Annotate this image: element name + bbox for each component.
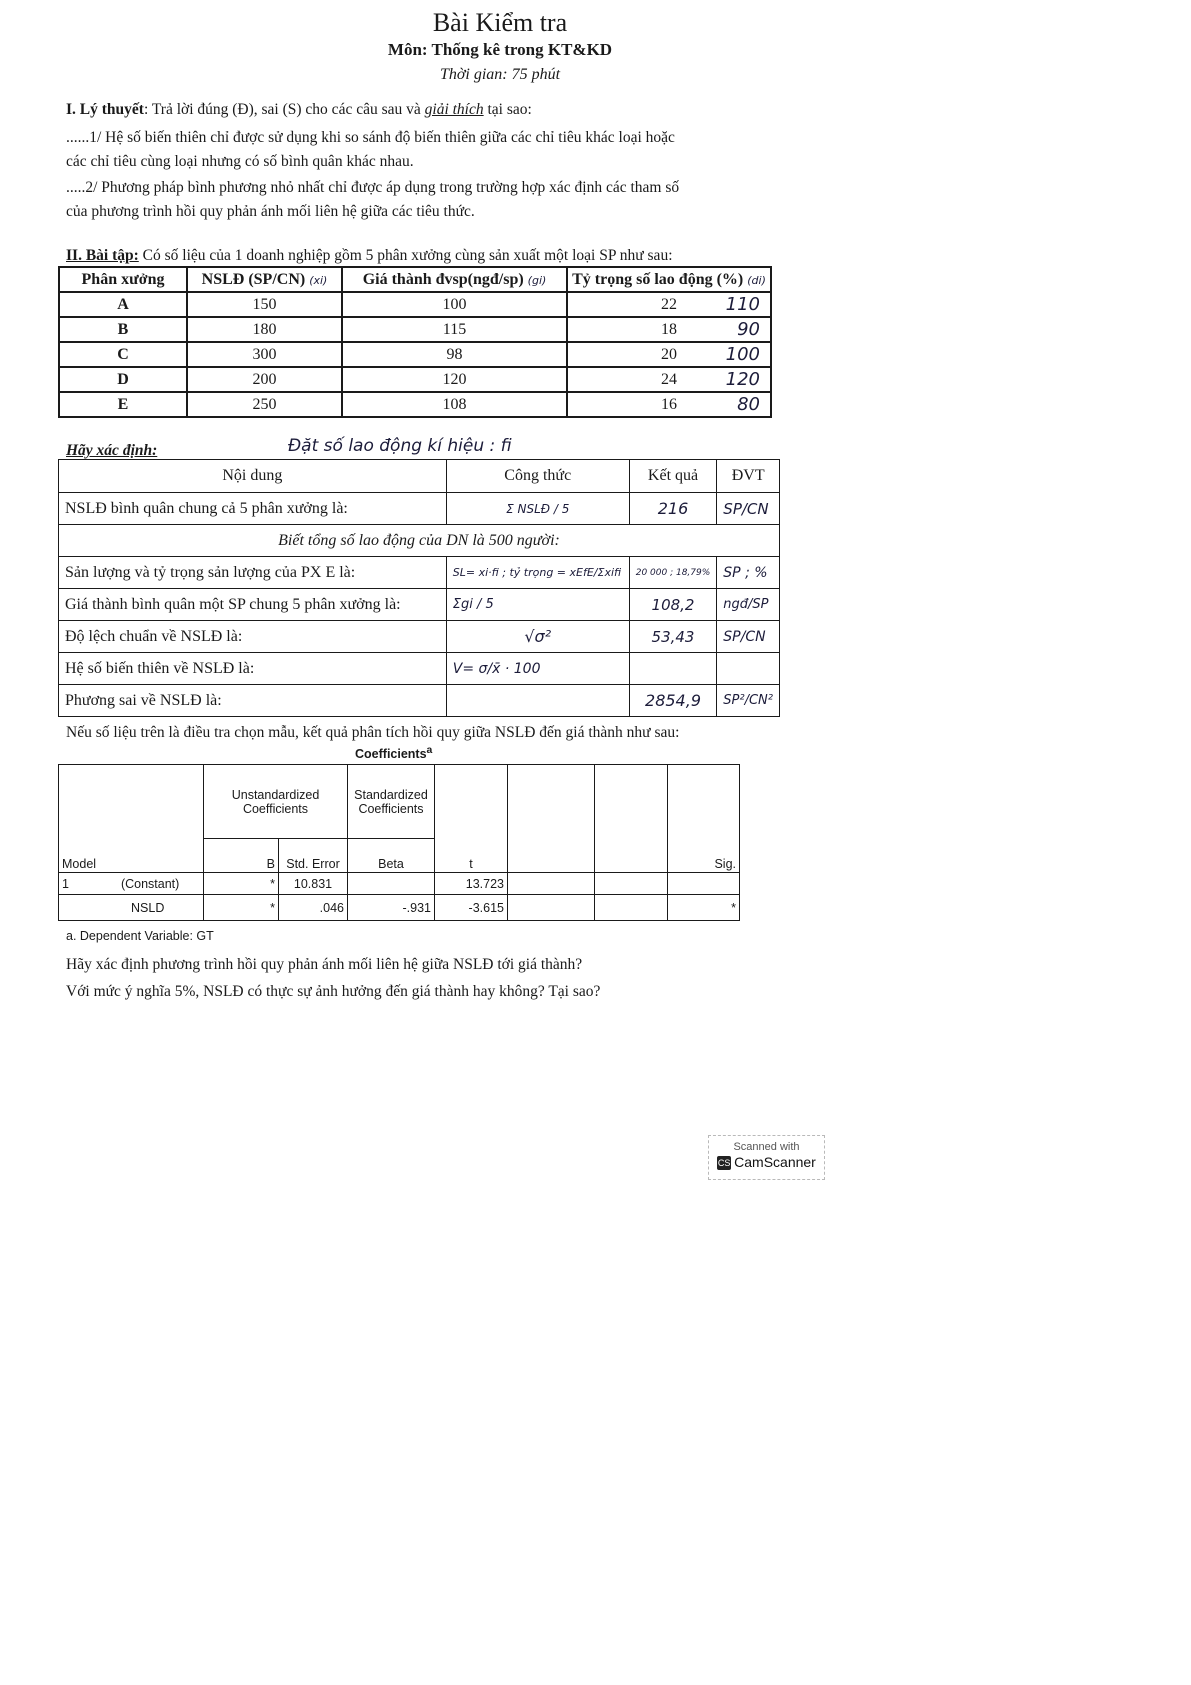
cell-content: NSLĐ bình quân chung cả 5 phân xưởng là: — [59, 493, 447, 525]
cell-result: 20 000 ; 18,79% — [629, 557, 717, 589]
table-row — [59, 653, 780, 685]
cell-nsld: 200 — [187, 367, 342, 392]
exercise-text: Có số liệu của 1 doanh nghiệp gồm 5 phân xưởng cùng sản xuất một loại SP như sau: — [138, 247, 673, 264]
regression-question-2: Với mức ý nghĩa 5%, NSLĐ có thực sự ảnh hưởng đến giá thành hay không? Tại sao? — [66, 983, 601, 1000]
question-2-line-2: của phương trình hồi quy phản ánh mối liên hệ giữa các tiêu thức. — [66, 203, 475, 220]
cell-beta — [348, 873, 435, 895]
note-di: (di) — [747, 273, 766, 287]
table-row — [59, 589, 780, 621]
cell-formula: SL= xi·fi ; tỷ trọng = xEfE/Σxifi — [446, 557, 629, 589]
theory-instruction-post: tại sao: — [483, 101, 532, 118]
note-xi: (xi) — [309, 273, 328, 287]
col-header-noi-dung: Nội dung — [59, 460, 447, 493]
cell-blank — [508, 895, 595, 921]
cell-result: 108,2 — [629, 589, 717, 621]
cell-ty-trong: 16 80 — [567, 392, 771, 417]
cell-gia: 120 — [342, 367, 567, 392]
col-header-blank — [508, 765, 595, 873]
cell-content: Giá thành bình quân một SP chung 5 phân xưởng là: — [59, 589, 447, 621]
cell-nsld: 300 — [187, 342, 342, 367]
camscanner-badge — [708, 1135, 825, 1180]
time-line: Thời gian: 75 phút — [439, 66, 561, 83]
col-header-model: Model — [59, 765, 204, 873]
cell-beta: -.931 — [348, 895, 435, 921]
cell-unit: ngđ/SP — [717, 589, 780, 621]
cell-gia: 98 — [342, 342, 567, 367]
badge-brand: CamScanner — [734, 1154, 816, 1170]
exercise-heading — [66, 246, 673, 266]
col-header-standardized: Standardized Coefficients — [348, 765, 435, 839]
cell-unit: SP/CN — [717, 621, 780, 653]
badge-bottom — [709, 1154, 824, 1170]
cell-content: Độ lệch chuẩn về NSLĐ là: — [59, 621, 447, 653]
table-row — [59, 292, 771, 317]
question-2-line-1: .....2/ Phương pháp bình phương nhỏ nhất chỉ được áp dụng trong trường hợp xác định các tham số — [66, 179, 680, 196]
camscanner-logo-icon: CS — [717, 1158, 731, 1169]
cell-formula: Σ NSLĐ / 5 — [446, 493, 629, 525]
cell-std-error: .046 — [279, 895, 348, 921]
table-row — [59, 493, 780, 525]
col-header-ty-trong: Tỷ trọng số lao động (%) (di) — [567, 267, 771, 292]
cell-unit: SP ; % — [717, 557, 780, 589]
cell-unit — [717, 653, 780, 685]
regression-intro: Nếu số liệu trên là điều tra chọn mẫu, kết quả phân tích hồi quy giữa NSLĐ đến giá thành như sau: — [66, 724, 680, 741]
table-row — [59, 525, 780, 557]
workshop-data-table — [58, 266, 772, 418]
handwritten-note: 100 — [725, 343, 760, 365]
subject-line: Môn: Thống kê trong KT&KD — [387, 40, 613, 59]
cell-b: * — [204, 873, 279, 895]
calculation-table — [58, 459, 780, 717]
cell-span-note: Biết tổng số lao động của DN là 500 người: — [59, 525, 780, 557]
cell-t: 13.723 — [435, 873, 508, 895]
cell-ty-trong: 20 100 — [567, 342, 771, 367]
col-header-sig: Sig. — [668, 765, 740, 873]
theory-instruction-emphasis: giải thích — [424, 101, 484, 118]
cell-ty-trong: 22 110 — [567, 292, 771, 317]
col-header-blank — [595, 765, 668, 873]
coefficients-title: Coefficients$^a$ — [355, 745, 433, 762]
col-header-cong-thuc: Công thức — [446, 460, 629, 493]
cell-content: Sản lượng và tỷ trọng sản lượng của PX E là: — [59, 557, 447, 589]
table-row — [59, 317, 771, 342]
cell-sig: * — [668, 895, 740, 921]
table-row — [59, 895, 740, 921]
handwritten-note: 120 — [725, 368, 760, 390]
row-constant-label — [59, 873, 204, 895]
handwritten-note: 90 — [737, 318, 760, 340]
col-header-std-error: Std. Error — [279, 839, 348, 873]
cell-nsld: 250 — [187, 392, 342, 417]
col-header-beta: Beta — [348, 839, 435, 873]
cell-content: Hệ số biến thiên về NSLĐ là: — [59, 653, 447, 685]
cell-content: Phương sai về NSLĐ là: — [59, 685, 447, 717]
dependent-variable-footnote: a. Dependent Variable: GT — [66, 929, 214, 943]
theory-instruction-pre: : Trả lời đúng (Đ), sai (S) cho các câu sau và — [143, 101, 425, 118]
cell-px: B — [59, 317, 187, 342]
cell-unit: SP²/CN² — [717, 685, 780, 717]
cell-gia: 115 — [342, 317, 567, 342]
constant-label: (Constant) — [120, 876, 180, 891]
handwritten-note-fi: Đặt số lao động kí hiệu : fi — [288, 436, 512, 456]
cell-result: 2854,9 — [629, 685, 717, 717]
question-1-line-2: các chỉ tiêu cùng loại nhưng có số bình quân khác nhau. — [66, 153, 414, 170]
cell-unit: SP/CN — [717, 493, 780, 525]
handwritten-note: 80 — [737, 393, 760, 415]
table-row — [59, 342, 771, 367]
col-header-b: B — [204, 839, 279, 873]
cell-px: C — [59, 342, 187, 367]
model-number: 1 — [62, 876, 69, 891]
cell-ty-trong: 18 90 — [567, 317, 771, 342]
cell-formula: √σ² — [446, 621, 629, 653]
theory-label: I. Lý thuyết — [66, 101, 144, 118]
cell-blank — [595, 895, 668, 921]
page-title: Bài Kiểm tra — [432, 8, 568, 37]
cell-b: * — [204, 895, 279, 921]
coefficients-table — [58, 764, 740, 921]
note-gi: (gi) — [527, 273, 547, 287]
badge-top-text: Scanned with — [733, 1141, 800, 1153]
handwritten-note: 110 — [725, 293, 760, 315]
col-header-ket-qua: Kết quả — [629, 460, 717, 493]
cell-result — [629, 653, 717, 685]
cell-gia: 108 — [342, 392, 567, 417]
cell-formula — [446, 685, 629, 717]
cell-formula: V= σ/x̄ · 100 — [446, 653, 629, 685]
col-header-t: t — [435, 765, 508, 873]
nsld-label: NSLD — [59, 895, 204, 921]
col-header-phan-xuong: Phân xưởng — [59, 267, 187, 292]
table-row — [59, 557, 780, 589]
table-row — [59, 873, 740, 895]
cell-px: E — [59, 392, 187, 417]
question-1-line-1: ......1/ Hệ số biến thiên chỉ được sử dụng khi so sánh độ biến thiên giữa các chỉ tiêu khác loại hoặc — [66, 129, 675, 146]
table-row — [59, 367, 771, 392]
cell-t: -3.615 — [435, 895, 508, 921]
cell-px: A — [59, 292, 187, 317]
cell-px: D — [59, 367, 187, 392]
col-header-dvt: ĐVT — [717, 460, 780, 493]
cell-result: 216 — [629, 493, 717, 525]
cell-blank — [595, 873, 668, 895]
cell-nsld: 150 — [187, 292, 342, 317]
col-header-gia-thanh: Giá thành đvsp(ngđ/sp) (gi) — [342, 267, 567, 292]
cell-gia: 100 — [342, 292, 567, 317]
exercise-label: II. Bài tập: — [66, 247, 139, 264]
cell-std-error: 10.831 — [279, 873, 348, 895]
theory-instruction — [66, 100, 532, 120]
table-row — [59, 621, 780, 653]
coefficients-title-sup: a — [426, 745, 433, 756]
table-row — [59, 685, 780, 717]
regression-question-1: Hãy xác định phương trình hồi quy phản ánh mối liên hệ giữa NSLĐ tới giá thành? — [66, 956, 583, 973]
table-row — [59, 392, 771, 417]
cell-sig — [668, 873, 740, 895]
col-header-nsld: NSLĐ (SP/CN) (xi) — [187, 267, 342, 292]
cell-ty-trong: 24 120 — [567, 367, 771, 392]
cell-nsld: 180 — [187, 317, 342, 342]
cell-formula: Σgi / 5 — [446, 589, 629, 621]
determine-label: Hãy xác định: — [66, 442, 158, 459]
col-header-unstandardized: Unstandardized Coefficients — [204, 765, 348, 839]
cell-result: 53,43 — [629, 621, 717, 653]
cell-blank — [508, 873, 595, 895]
